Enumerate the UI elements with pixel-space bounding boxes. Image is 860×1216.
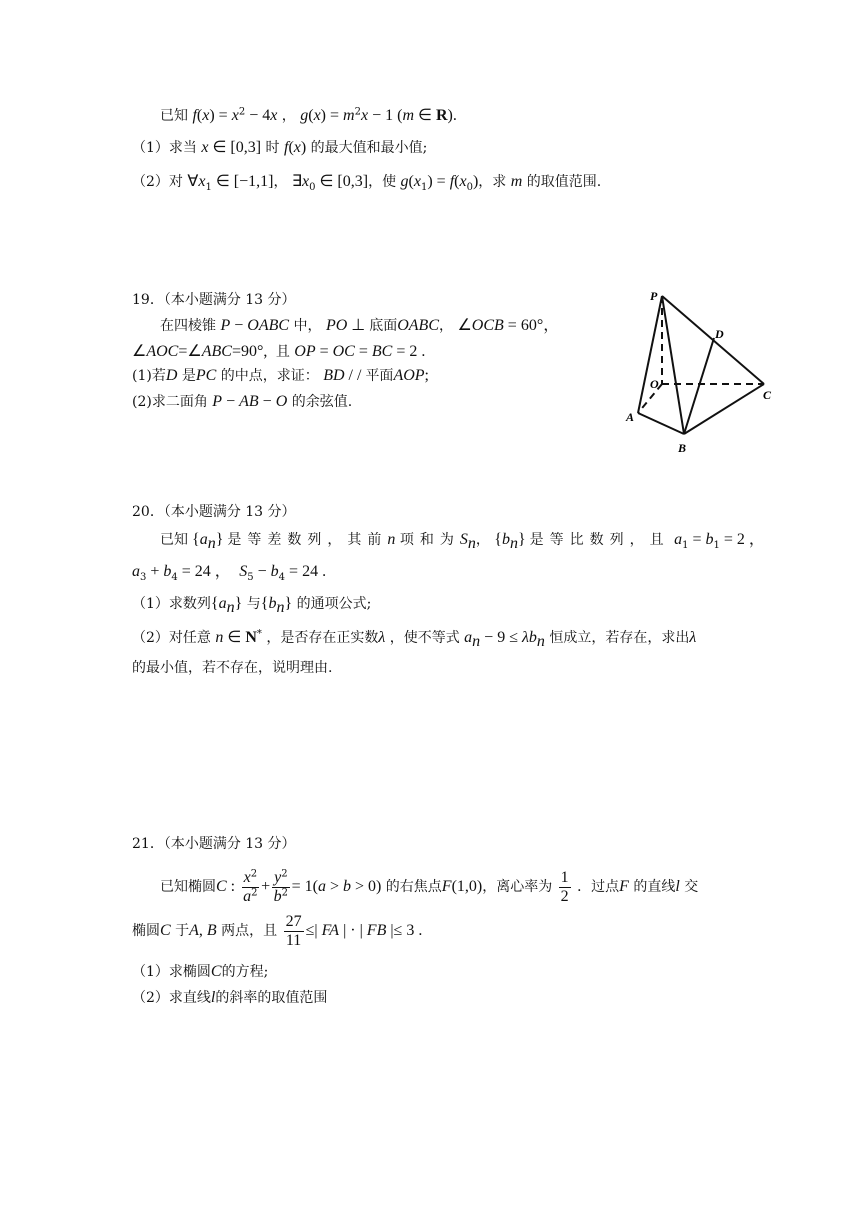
q19-header: 19．（本小题满分 13 分） (132, 292, 296, 308)
label-P: P (650, 289, 658, 303)
label-C: C (763, 388, 772, 402)
edge-BD (684, 338, 714, 434)
q21-statement-2: 椭圆C 于A, B 两点，且 $\frac{27}{11}$ ≤| FA | · | FB |≤ 3 . (132, 912, 423, 949)
q18-part2: （2）对 $\forall x_1$ ∈ [−1,1]， $\exists x_0$ ∈ [0,3]，使 $g(x_1) = f(x_0)$，求 m 的取值范围. (132, 173, 602, 193)
edge-BC (684, 384, 764, 434)
text: 已知 (160, 108, 188, 124)
q20-statement-2: $a_3 + b_4 = 24$ ， $S_5 - b_4 = 24$ . (132, 563, 327, 583)
edge-PA (638, 296, 662, 413)
q20-statement-1: 已知 $\{a_n\}$ 是等差数列，其前n 项和为$S_n$， $\{b_n\}$ 是等比数列，且 $a_1 = b_1 = 2$ ， (160, 531, 765, 552)
label-O: O (650, 377, 659, 391)
q18-part1: （1）求当 x ∈ [0,3] 时 f(x) 的最大值和最小值; (132, 139, 428, 156)
edge-AB (638, 413, 684, 434)
q20-part1: （1）求数列$\{a_n\}$ 与$\{b_n\}$ 的通项公式; (132, 595, 372, 616)
q18-statement: 已知 $f(x) = x^2 - 4x$ ， $g(x) = m^2x - 1$ (m ∈ R). (160, 106, 457, 124)
q21-part2: （2）求直线l的斜率的取值范围 (132, 989, 328, 1006)
label-A: A (626, 410, 635, 424)
q20-part2-cont: 的最小值，若不存在，说明理由. (132, 660, 333, 676)
q20-part2: （2）对任意 n ∈ N* ，是否存在正实数λ ，使不等式 $a_n - 9 \le \lambda b_n$ 恒成立，若存在，求出λ (132, 628, 697, 650)
label-B: B (678, 441, 687, 455)
pyramid-figure (620, 286, 820, 456)
q19-statement-2: ∠AOC=∠ABC=90°, 且 OP = OC = BC = 2 . (132, 343, 426, 360)
q19-statement-1: 在四棱锥 P − OABC 中， PO ⊥ 底面OABC， ∠OCB = 60°， (160, 317, 560, 334)
q21-statement-1: 已知椭圆C : $\frac{x^2}{a^2}$ + $\frac{y^2}{b^2}$ = 1(a > b > 0) 的右焦点F(1,0)，离心率为 $\frac{1}{2}$ ．过点F 的直线l 交 (160, 867, 699, 905)
q19-part1: (1)若D 是PC 的中点，求证： BD / / 平面AOP; (132, 367, 429, 384)
q21-part1: （1）求椭圆C的方程; (132, 963, 269, 980)
label-D: D (715, 327, 724, 341)
edge-PB (662, 296, 684, 434)
q19-part2: (2)求二面角 P − AB − O 的余弦值. (132, 393, 353, 410)
q20-header: 20．（本小题满分 13 分） (132, 504, 296, 520)
q21-header: 21．（本小题满分 13 分） (132, 836, 296, 852)
